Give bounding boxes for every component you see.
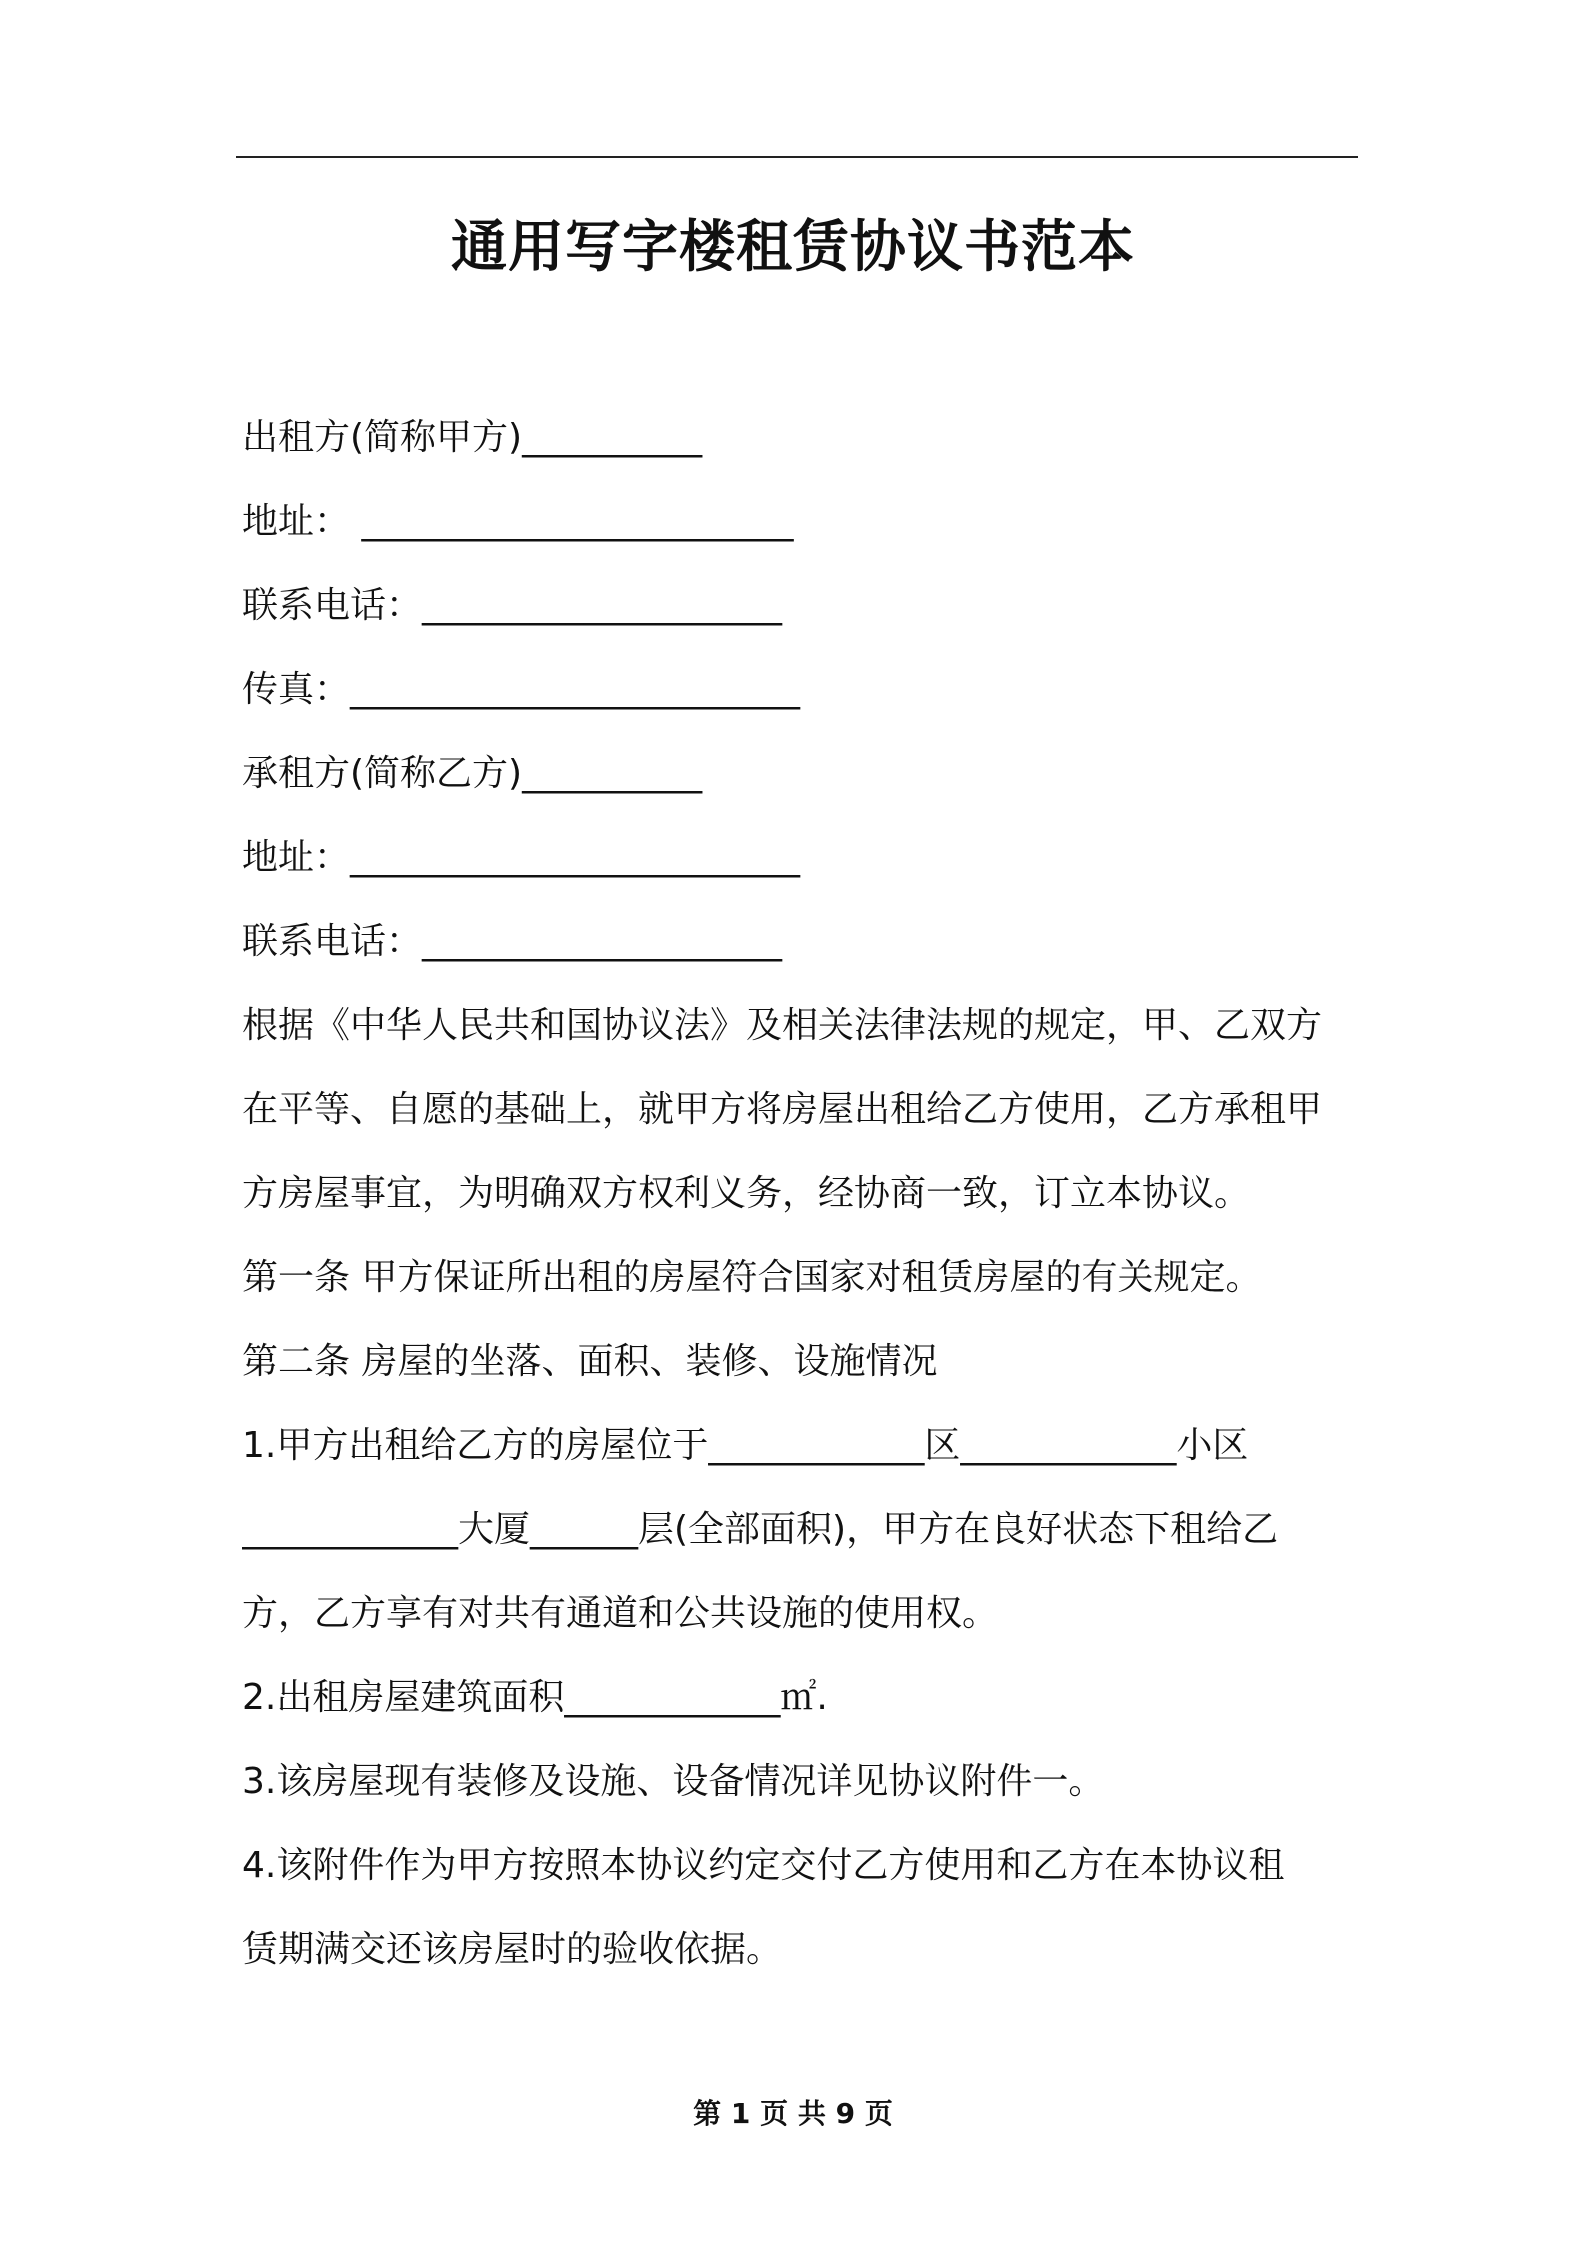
clause-1-line-2: ____________大厦______层(全部面积)，甲方在良好状态下租给乙 [242,1509,1279,1550]
lessor-fax-line: 传真：_________________________ [242,669,801,710]
header-rule [236,156,1358,158]
document-title: 通用写字楼租赁协议书范本 [451,215,1135,280]
preamble-line-3: 方房屋事宜，为明确双方权利义务，经协商一致，订立本协议。 [242,1173,1251,1214]
clause-2-line: 2.出租房屋建筑面积____________㎡. [242,1677,828,1718]
clause-1-line-1: 1.甲方出租给乙方的房屋位于____________区____________小区 [242,1425,1249,1466]
article-1-line: 第一条 甲方保证所出租的房屋符合国家对租赁房屋的有关规定。 [242,1257,1262,1298]
preamble-line-1: 根据《中华人民共和国协议法》及相关法律法规的规定，甲、乙双方 [242,1005,1323,1046]
article-2-heading: 第二条 房屋的坐落、面积、装修、设施情况 [242,1341,938,1382]
clause-4-line-1: 4.该附件作为甲方按照本协议约定交付乙方使用和乙方在本协议租 [242,1845,1285,1886]
clause-4-line-2: 赁期满交还该房屋时的验收依据。 [242,1929,783,1970]
clause-3-line: 3.该房屋现有装修及设施、设备情况详见协议附件一。 [242,1761,1105,1802]
lessee-address-line: 地址：_________________________ [242,837,801,878]
lessee-phone-line: 联系电话：____________________ [242,921,783,962]
page-number-footer: 第 1 页 共 9 页 [693,2097,893,2130]
preamble-line-2: 在平等、自愿的基础上，就甲方将房屋出租给乙方使用，乙方承租甲 [242,1089,1323,1130]
lessor-address-line: 地址： ________________________ [242,501,794,542]
lessee-name-line: 承租方(简称乙方)__________ [242,753,703,794]
lessor-phone-line: 联系电话：____________________ [242,585,783,626]
lessor-name-line: 出租方(简称甲方)__________ [242,417,703,458]
clause-1-line-3: 方，乙方享有对共有通道和公共设施的使用权。 [242,1593,999,1634]
document-body [242,396,1362,1992]
